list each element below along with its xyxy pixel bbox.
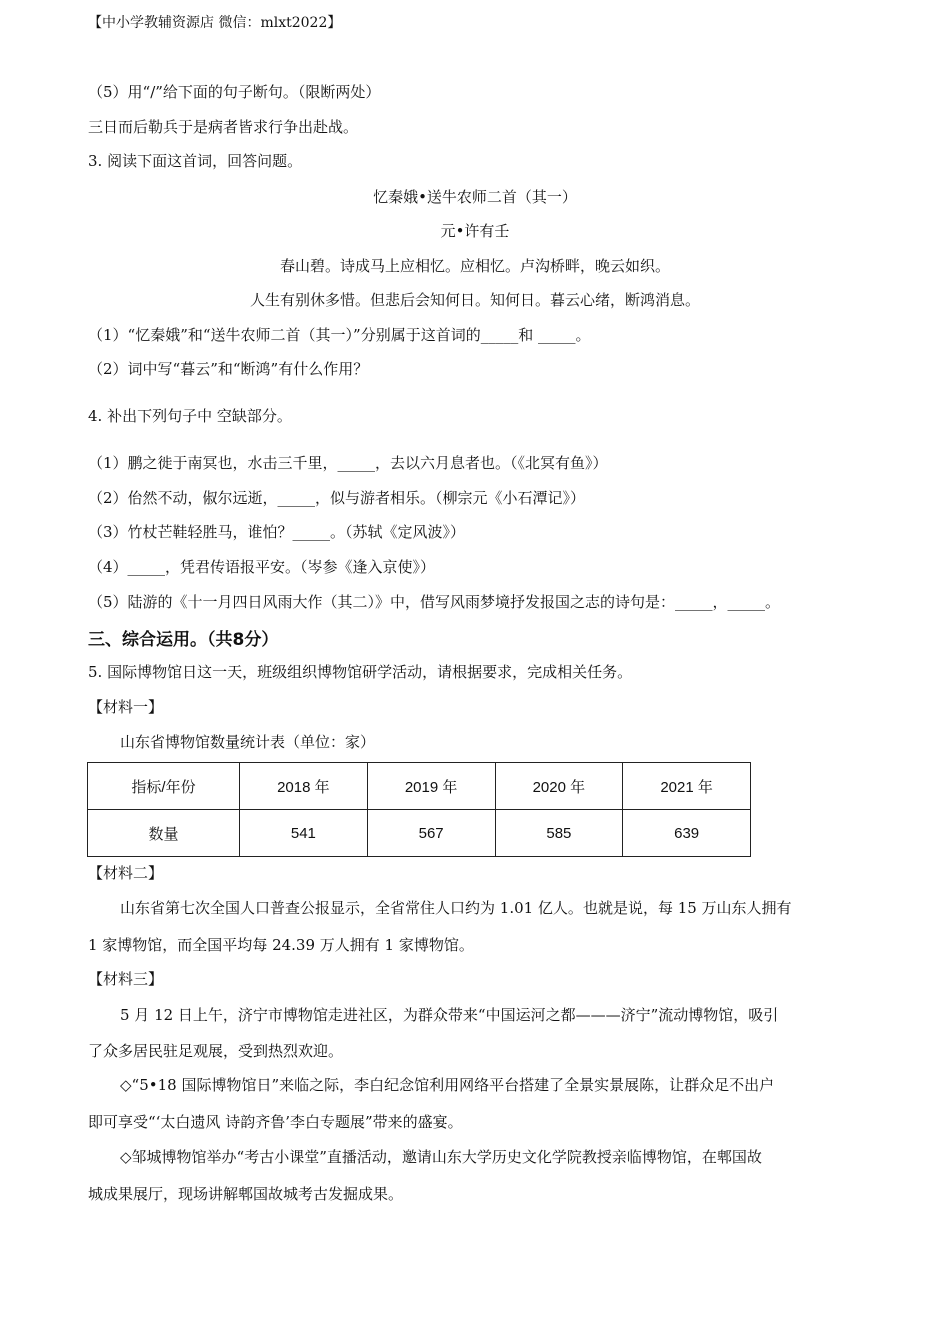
table-cell: 数量 <box>88 810 240 857</box>
question-4: 4. 补出下列句子中 空缺部分。 <box>88 407 292 425</box>
question-2-5: （5）用“/”给下面的句子断句。（限断两处） <box>88 83 381 101</box>
material-3-p1-line-2: 了众多居民驻足观展，受到热烈欢迎。 <box>88 1042 344 1060</box>
table-cell: 541 <box>240 810 368 857</box>
poem-line-1: 春山碧。诗成马上应相忆。应相忆。卢沟桥畔，晚云如织。 <box>279 257 670 275</box>
table-cell: 639 <box>623 810 751 857</box>
table-header-cell: 2019 年 <box>367 763 495 810</box>
material-3-p2-line-1: ◇“5•18 国际博物馆日”来临之际，李白纪念馆利用网络平台搭建了全景实景展陈，让群众足不出户 <box>120 1076 775 1094</box>
page-header: 【中小学教辅资源店 微信：mlxt2022】 <box>88 15 342 31</box>
question-4-item: （3）竹杖芒鞋轻胜马，谁怕？_____。（苏轼《定风波》） <box>88 523 466 541</box>
table-header-cell: 2020 年 <box>495 763 623 810</box>
question-4-item: （4）_____，凭君传语报平安。（岑参《逢入京使》） <box>88 558 436 576</box>
material-2-label: 【材料二】 <box>88 864 164 882</box>
table-header-row <box>88 763 751 810</box>
material-3-p2-line-2: 即可享受“‘太白遗风 诗韵齐鲁’李白专题展”带来的盛宴。 <box>88 1113 463 1131</box>
question-3: 3. 阅读下面这首词，回答问题。 <box>88 152 303 170</box>
table-cell: 567 <box>367 810 495 857</box>
question-3-2: （2）词中写“暮云”和“断鸿”有什么作用？ <box>88 360 369 378</box>
table-header-cell: 2018 年 <box>240 763 368 810</box>
table-caption: 山东省博物馆数量统计表（单位：家） <box>120 733 376 751</box>
material-3-p1-line-1: 5 月 12 日上午，济宁市博物馆走进社区，为群众带来“中国运河之都———济宁”流动博物馆，吸引 <box>120 1006 779 1024</box>
section-3-heading: 三、综合运用。（共8分） <box>88 630 279 650</box>
material-2-line-1: 山东省第七次全国人口普查公报显示，全省常住人口约为 1.01 亿人。也就是说，每 15 万山东人拥有 <box>120 899 792 917</box>
material-3-p3-line-1: ◇邹城博物馆举办“考古小课堂”直播活动，邀请山东大学历史文化学院教授亲临博物馆，在郫国故 <box>120 1148 762 1166</box>
table-row <box>88 810 751 857</box>
poem-author: 元•许有壬 <box>440 222 510 240</box>
table-header-cell: 2021 年 <box>623 763 751 810</box>
question-5: 5. 国际博物馆日这一天，班级组织博物馆研学活动，请根据要求，完成相关任务。 <box>88 663 633 681</box>
museum-count-table <box>87 762 751 857</box>
poem-title: 忆秦娥•送牛农师二首（其一） <box>373 188 577 206</box>
material-3-p3-line-2: 城成果展厅，现场讲解郫国故城考古发掘成果。 <box>88 1185 404 1203</box>
question-4-item: （1）鹏之徙于南冥也，水击三千里，_____，去以六月息者也。（《北冥有鱼》） <box>88 454 608 472</box>
question-4-item: （2）佁然不动，俶尔远逝，_____，似与游者相乐。（柳宗元《小石潭记》） <box>88 489 586 507</box>
question-4-item: （5）陆游的《十一月四日风雨大作（其二）》中，借写风雨梦境抒发报国之志的诗句是：_____，_____。 <box>88 593 781 611</box>
material-1-label: 【材料一】 <box>88 698 164 716</box>
material-3-label: 【材料三】 <box>88 970 164 988</box>
question-2-5-text: 三日而后勒兵于是病者皆求行争出赴战。 <box>88 118 359 136</box>
poem-line-2: 人生有别休多惜。但悲后会知何日。知何日。暮云心绪，断鸿消息。 <box>249 291 700 309</box>
table-header-cell: 指标/年份 <box>88 763 240 810</box>
material-2-line-2: 1 家博物馆，而全国平均每 24.39 万人拥有 1 家博物馆。 <box>88 936 474 954</box>
question-3-1: （1）“忆秦娥”和“送牛农师二首（其一）”分别属于这首词的_____和 _____。 <box>88 326 591 344</box>
table-cell: 585 <box>495 810 623 857</box>
